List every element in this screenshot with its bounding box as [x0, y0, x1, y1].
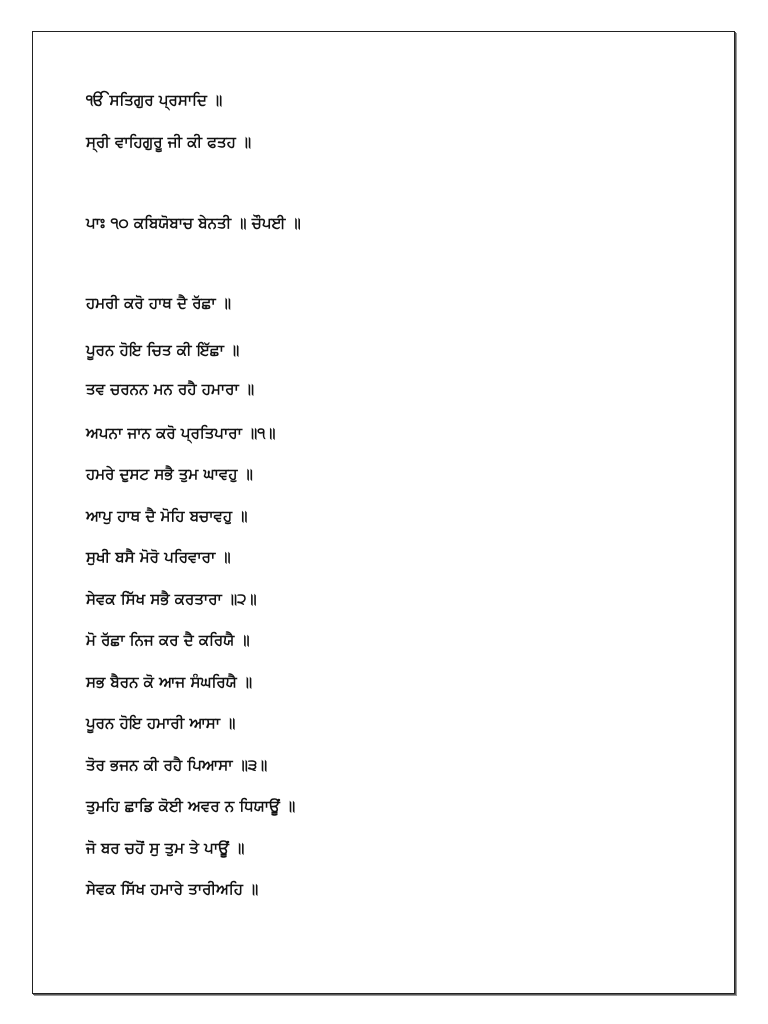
verse-line: ਤਵ ਚਰਨਨ ਮਨ ਰਹੈ ਹਮਾਰਾ ॥: [86, 380, 255, 398]
verse-line: ਅਪਨਾ ਜਾਨ ਕਰੋ ਪ੍ਰਤਿਪਾਰਾ ॥੧॥: [86, 424, 276, 442]
fateh-line: ਸ੍ਰੀ ਵਾਹਿਗੁਰੂ ਜੀ ਕੀ ਫਤਹ ॥: [86, 133, 252, 151]
verse-line: ਸੇਵਕ ਸਿੱਖ ਸਭੈ ਕਰਤਾਰਾ ॥੨॥: [86, 590, 257, 608]
verse-line: ਆਪੁ ਹਾਥ ਦੈ ਮੋਹਿ ਬਚਾਵਹੁ ॥: [86, 507, 248, 525]
verse-line: ਸੇਵਕ ਸਿੱਖ ਹਮਾਰੇ ਤਾਰੀਅਹਿ ॥: [86, 880, 259, 898]
verse-line: ਹਮਰੇ ਦੁਸਟ ਸਭੈ ਤੁਮ ਘਾਵਹੁ ॥: [86, 465, 253, 483]
verse-line: ਪੂਰਨ ਹੋਇ ਹਮਾਰੀ ਆਸਾ ॥: [86, 714, 236, 732]
verse-line: ਜੋ ਬਰ ਚਹੋਂ ਸੁ ਤੁਮ ਤੇ ਪਾਊਂ ॥: [86, 839, 245, 857]
verse-line: ਮੋ ਰੱਛਾ ਨਿਜ ਕਰ ਦੈ ਕਰਿਯੈ ॥: [86, 631, 250, 649]
verse-line: ਤੁਮਹਿ ਛਾਡਿ ਕੋਈ ਅਵਰ ਨ ਧਿਯਾਊਂ ॥: [86, 797, 296, 815]
verse-line: ਸੁਖੀ ਬਸੈ ਮੋਰੋ ਪਰਿਵਾਰਾ ॥: [86, 548, 231, 566]
verse-line: ਤੋਰ ਭਜਨ ਕੀ ਰਹੈ ਪਿਆਸਾ ॥੩॥: [86, 756, 268, 774]
mool-mantar-line: ੴ ਸਤਿਗੁਰ ਪ੍ਰਸਾਦਿ ॥: [86, 91, 223, 109]
verse-line: ਹਮਰੀ ਕਰੋ ਹਾਥ ਦੈ ਰੱਛਾ ॥: [86, 294, 232, 312]
title-line: ਪਾਃ ੧੦ ਕਬਿਯੋਬਾਚ ਬੇਨਤੀ ॥ ਚੌਪਈ ॥: [86, 214, 301, 232]
verse-line: ਪੂਰਨ ਹੋਇ ਚਿਤ ਕੀ ਇੱਛਾ ॥: [86, 341, 240, 359]
verse-line: ਸਭ ਬੈਰਨ ਕੋ ਆਜ ਸੰਘਰਿਯੈ ॥: [86, 673, 253, 691]
